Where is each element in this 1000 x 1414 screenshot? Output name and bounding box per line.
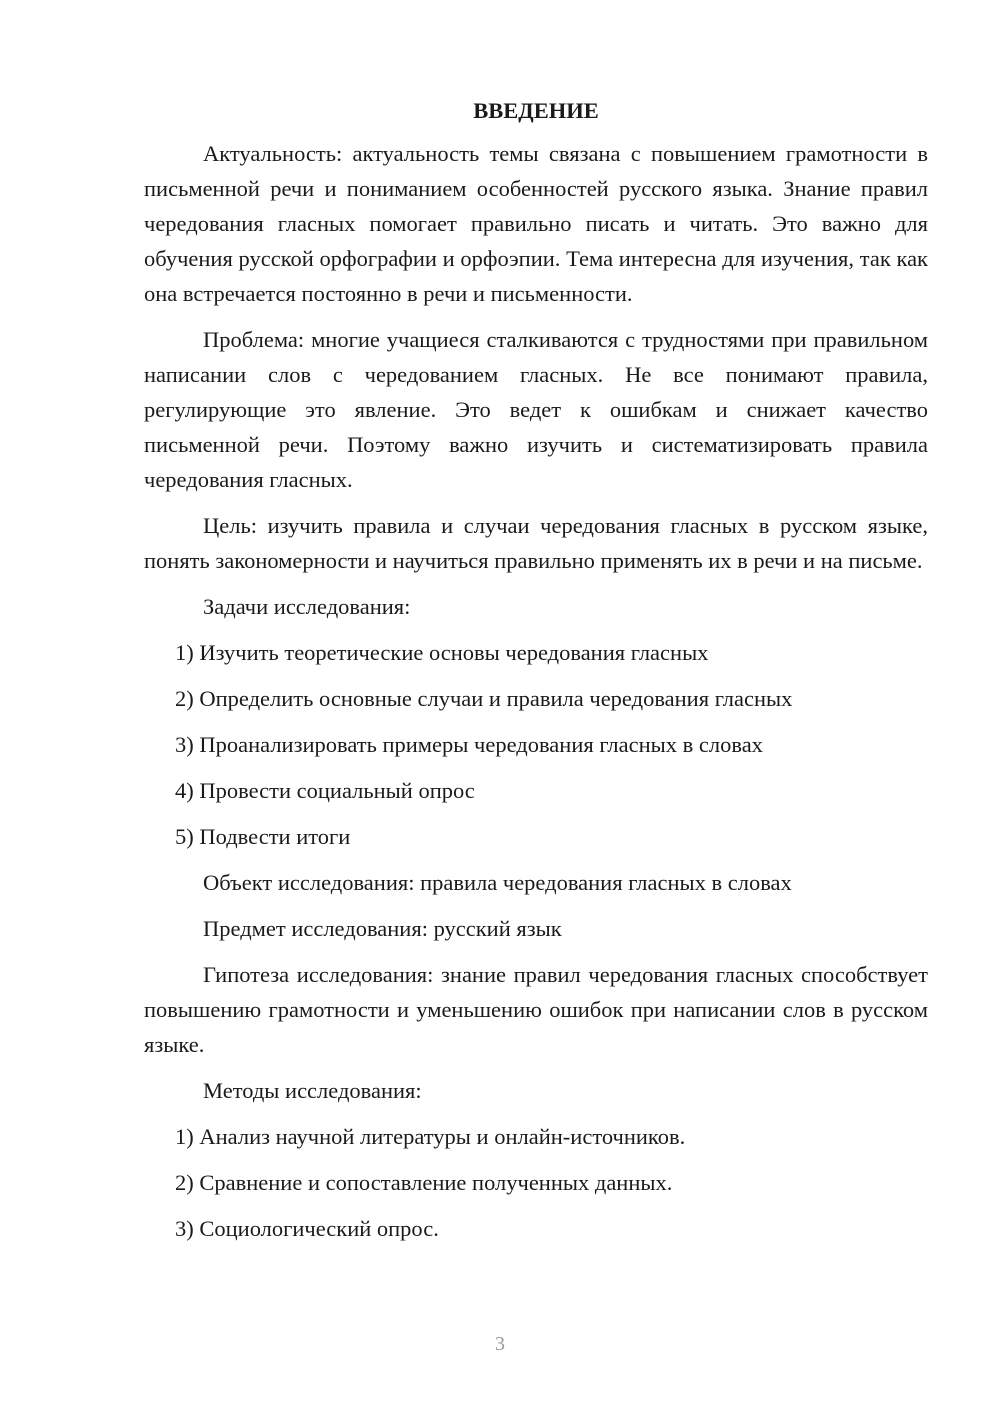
document-page: [144, 96, 928, 1257]
methods-heading: Методы исследования:: [203, 1078, 422, 1103]
list-item: 4) Провести социальный опрос: [175, 778, 475, 803]
list-item: 3) Социологический опрос.: [175, 1216, 439, 1241]
tasks-heading: Задачи исследования:: [203, 594, 411, 619]
goal-paragraph: Цель: изучить правила и случаи чередования гласных в русском языке, понять закономерности и научиться правильно применять их в речи и на письме.: [144, 513, 928, 573]
subject-line: Предмет исследования: русский язык: [203, 916, 562, 941]
list-item: 5) Подвести итоги: [175, 824, 351, 849]
object-line: Объект исследования: правила чередования гласных в словах: [203, 870, 792, 895]
section-title: ВВЕДЕНИЕ: [473, 98, 599, 123]
problem-paragraph: Проблема: многие учащиеся сталкиваются с трудностями при правильном написании слов с чередованием гласных. Не все понимают правила, регулирующие это явление. Это ведет к ошибкам и снижает качество письменной речи. Поэтому важно изучить и систематизировать правила чередования гласных.: [144, 327, 928, 492]
list-item: 2) Сравнение и сопоставление полученных данных.: [175, 1170, 673, 1195]
list-item: 1) Анализ научной литературы и онлайн-источников.: [175, 1124, 686, 1149]
list-item: 3) Проанализировать примеры чередования гласных в словах: [175, 732, 763, 757]
list-item: 2) Определить основные случаи и правила чередования гласных: [175, 686, 793, 711]
methods-list: [144, 1119, 928, 1246]
hypothesis-paragraph: Гипотеза исследования: знание правил чередования гласных способствует повышению грамотности и уменьшению ошибок при написании слов в русском языке.: [144, 962, 928, 1057]
page-number: 3: [495, 1333, 505, 1355]
tasks-list: [144, 635, 928, 854]
list-item: 1) Изучить теоретические основы чередования гласных: [175, 640, 709, 665]
relevance-paragraph: Актуальность: актуальность темы связана с повышением грамотности в письменной речи и пониманием особенностей русского языка. Знание правил чередования гласных помогает правильно писать и читать. Это важно для обучения русской орфографии и орфоэпии. Тема интересна для изучения, так как она встречается постоянно в речи и письменности.: [144, 141, 928, 306]
